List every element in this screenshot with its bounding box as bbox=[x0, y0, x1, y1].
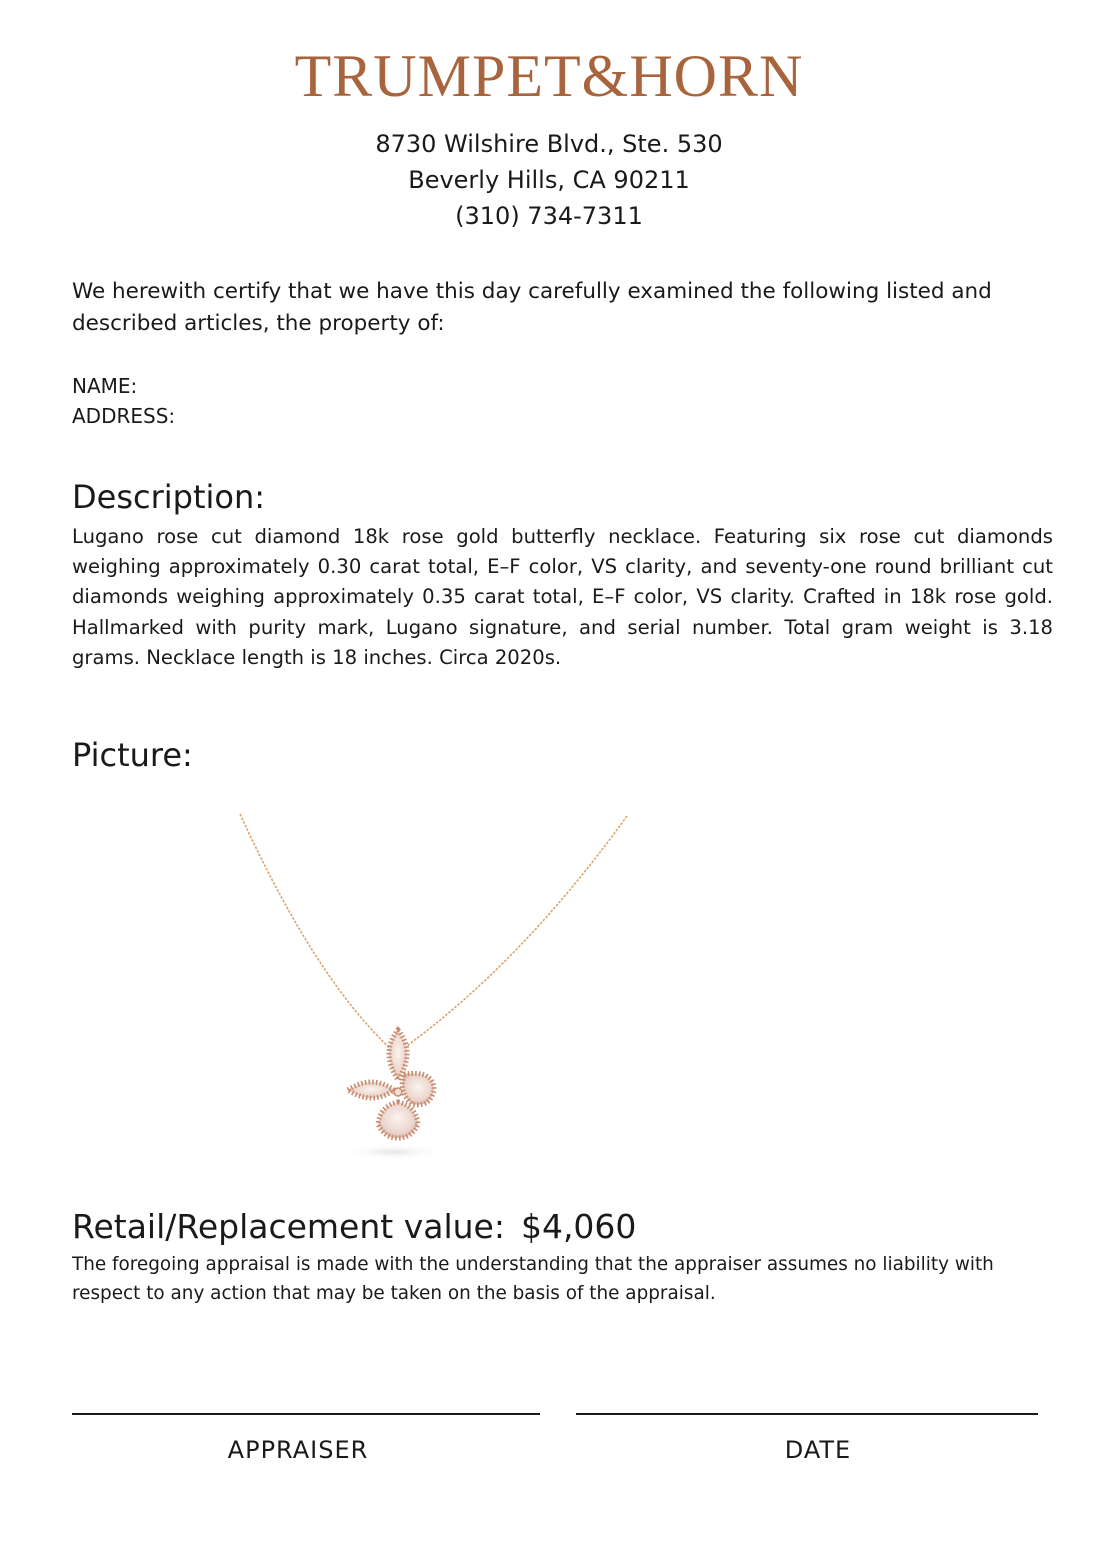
necklace-photo bbox=[222, 812, 642, 1172]
valuation-label: Retail/Replacement value: bbox=[72, 1207, 505, 1246]
address-street: 8730 Wilshire Blvd., Ste. 530 bbox=[375, 130, 723, 158]
valuation-amount: $4,060 bbox=[520, 1207, 637, 1246]
description-heading: Description: bbox=[72, 478, 266, 516]
appraiser-label: APPRAISER bbox=[227, 1436, 369, 1464]
brand-logo: TRUMPET&HORN bbox=[294, 43, 804, 109]
certification-statement: We herewith certify that we have this day carefully examined the following listed and described articles, the property of: bbox=[72, 279, 992, 336]
picture-heading: Picture: bbox=[72, 736, 193, 774]
date-label: DATE bbox=[784, 1436, 852, 1464]
owner-address-label: ADDRESS: bbox=[72, 404, 176, 428]
item-description: Lugano rose cut diamond 18k rose gold butterfly necklace. Featuring six rose cut diamonds weighing approximately 0.30 carat total, E–F color, VS clarity, and seventy-one round brilliant cut diamonds weighing approximately 0.35 carat total, E–F color, VS clarity. Crafted in 18k rose gold. Hallmarked with purity mark, Lugano signature, and serial number. Total gram weight is 3.18 grams. Necklace length is 18 inches. Circa 2020s. bbox=[72, 525, 1053, 669]
appraiser-signature-line bbox=[72, 1413, 540, 1415]
store-address bbox=[0, 126, 1098, 234]
appraisal-disclaimer: The foregoing appraisal is made with the understanding that the appraiser assumes no liability with respect to any action that may be taken on the basis of the appraisal. bbox=[72, 1254, 994, 1304]
owner-name-label: NAME: bbox=[72, 374, 138, 398]
address-phone: (310) 734-7311 bbox=[455, 202, 643, 230]
valuation-row bbox=[72, 1206, 636, 1248]
date-signature-line bbox=[576, 1413, 1038, 1415]
address-city: Beverly Hills, CA 90211 bbox=[408, 166, 690, 194]
